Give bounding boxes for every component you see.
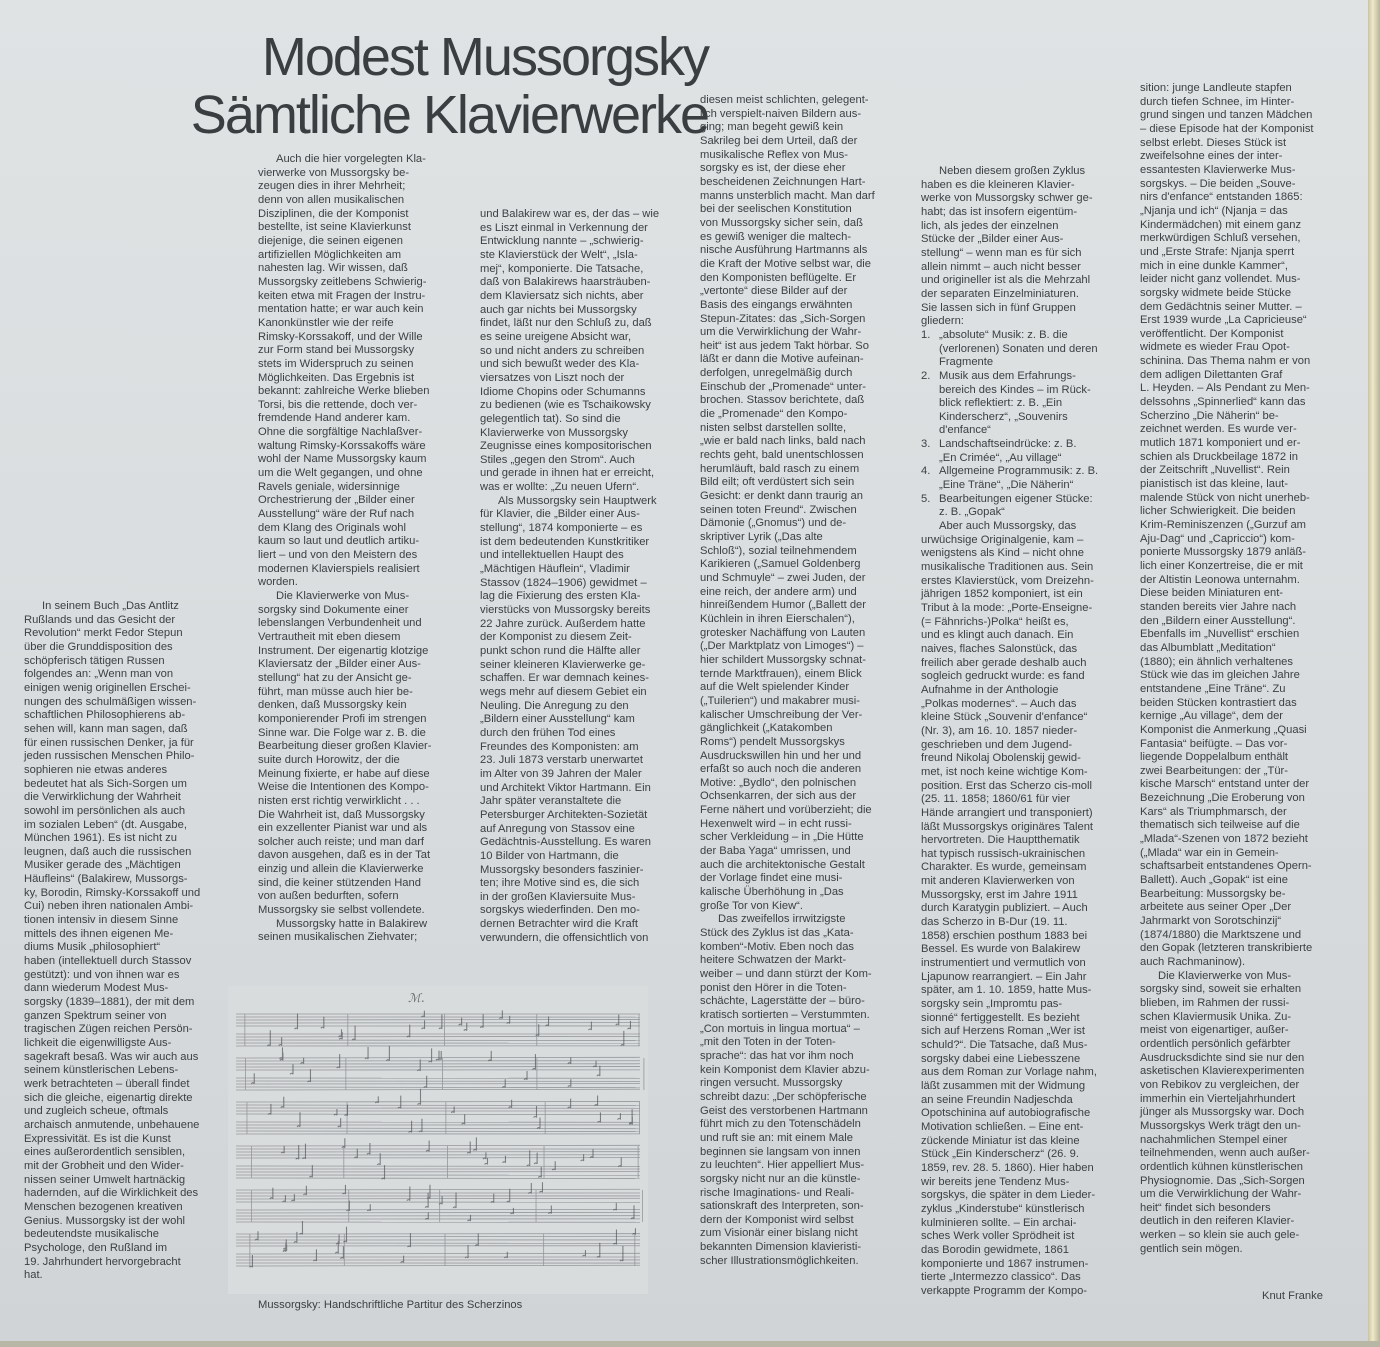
text-column-5 (921, 165, 1126, 1298)
handwritten-note (532, 1054, 535, 1069)
handwritten-note (502, 1156, 505, 1163)
list-item: 3. Landschaftseindrücke: z. B. „En Crimée“, „Au village“ (921, 438, 1077, 464)
staff-line (236, 1178, 640, 1179)
paragraph: Als Mussorgsky sein Hauptwerk für Klavier, die „Bilder einer Aus- stellung“, 1874 komponierte – es ist dem bedeutenden Kunstkritiker und intellektuellen Haupt des „Mächtigen Häuflein“, Vladimir Stassov (1824–1906) gewidmet – lag die Fixierung des ersten Kla- vierstücks von Mussorgsky bereits 22 Jahre zurück. Außerdem hatte der Komponist zu diesem Zeit- punkt schon rund die Hälfte aller seiner kleineren Klavierwerke ge- schaffen. Er war demnach keines- wegs mehr auf diesem Gebiet ein Neuling. Die Anregung zu den „Bildern einer Ausstellung“ kam durch den frühen Tod eines Freundes des Komponisten: am 23. Juli 1873 verstarb unerwartet im Alter von 39 Jahren der Maler und Architekt Viktor Hartmann. Ein Jahr später veranstaltete die Petersburger Architekten-Sozietät auf Anregung von Stassov eine Gedächtnis-Ausstellung. Es waren 10 Bilder von Hartmann, die Mussorgsky besonders faszinier- ten; ihre Motive sind es, die sich in der großen Klaviersuite Mus- sorgskys wiederfinden. Den mo- dernen Betrachter wird die Kraft verwundern, die offensichtlich von (480, 494, 657, 944)
handwritten-note (488, 1051, 491, 1061)
handwritten-note (309, 1165, 312, 1177)
staff-line (236, 1019, 640, 1020)
handwritten-note (338, 1118, 341, 1127)
staff-line (236, 1089, 640, 1090)
svg-text:ℳ.: ℳ. (408, 991, 425, 1005)
handwritten-note (527, 1150, 530, 1166)
handwritten-note (342, 1138, 345, 1148)
handwritten-note (629, 1109, 632, 1123)
handwritten-note (352, 1025, 355, 1040)
staff-line (236, 1040, 640, 1041)
handwritten-note (590, 1149, 593, 1157)
paragraph: In seinem Buch „Das Antlitz Rußlands und das Gesicht der Revolution“ merkt Fedor Stepun über die Grunddisposition des schöpferisch tätigen Russen folgendes an: „Wenn man von einigen wenig originellen Erschei- nungen des schulmäßigen wissen- schaftlichen Philosophierens ab- sehen will, kann man sagen, daß für einen russischen Denker, ja für jeden russischen Menschen Philo- sophieren nie etwas anderes bedeutet hat als Sich-Sorgen um die Verwirklichung der Wahrheit sowohl im persönlichen als auch im sozialen Leben“ (dt. Ausgabe, München 1961). Es ist nicht zu leugnen, daß auch die russischen Musiker gerade des „Mächtigen Häufleins“ (Balakirew, Mussorgs- ky, Borodin, Rimsky-Korssakoff und Cui) neben ihren nationalen Ambi- tionen intensiv in diesem Sinne mittels des ihnen eigenen Me- diums Musik „philosophiert“ haben (intellektuell durch Stassov gestützt): und von ihnen war es dann wiederum Modest Mus- sorgsky (1839–1881), der mit dem ganzen Spektrum seiner von tragischen Zügen reichen Persön- lichkeit die eigenwilligste Aus- sagekraft besaß. Was wir auch aus seinem künstlerischen Lebens- werk betrachteten – überall findet sich die gleiche, eigenartig direkte und zugleich scheue, oftmals archaisch anmutende, unbehauene Expressivität. Es ist die Kunst eines außerordentlich sensiblen, mit der Grobheit und den Wider- nissen seiner Umwelt hartnäckig hadernden, auf die Wirklichkeit des Menschen bezogenen kreativen Genius. Mussorgsky ist der wohl bedeutendste musikalische Psychologe, den Rußland im 19. Jahrhundert hervorgebracht hat. (24, 600, 201, 1282)
paragraph: sition: junge Landleute stapfen durch tiefen Schnee, im Hinter- grund singen und tanzen Mädchen – diese Episode hat der Komponist selbst erlebt. Dieses Stück ist zweifelsohne eines der inter- essantesten Klavierwerke Mus- sorgskys. – Die beiden „Souve- nirs d'enfance“ entstanden 1865: „Njanja und ich“ (Njanja = das Kindermädchen) mit einem ganz merkwürdigen Schluß versehen, und „Erste Strafe: Njanja sperrt mich in eine dunkle Kammer“, leider nicht ganz vollendet. Mus- sorgsky widmete beide Stücke dem Gedächtnis seiner Mutter. – Erst 1939 wurde „La Capricieuse“ veröffentlicht. Der Komponist widmete es wieder Frau Opot- schinina. Das Thema nahm er von dem adligen Dilettanten Graf L. Heyden. – Als Pendant zu Men- delssohns „Spinnerlied“ kann das Scherzino „Die Näherin“ be- zeichnet werden. Es wurde ver- mutlich 1871 komponiert und er- schien als Druckbeilage 1872 in der Zeitschrift „Nuvellist“. Rein pianistisch ist das kleine, laut- malende Stück von nicht unerheb- licher Schwierigkeit. Die beiden Krim-Reminiszenzen („Gurzuf am Aju-Dag“ und „Capriccio“) kom- ponierte Mussorgsky 1879 anläß- lich einer Konzertreise, die er mit der Altistin Leonowa unternahm. Diese beiden Miniaturen ent- standen bereits vier Jahre nach den „Bildern einer Ausstellung“. Ebenfalls im „Nuvellist“ erschien das Albumblatt „Meditation“ (1880); ein ähnlich verhaltenes Stück wie das im gleichen Jahre entstandene „Eine Träne“. Zu beiden Stücken kontrastiert das kernige „Au village“, dem der Komponist die Anmerkung „Quasi Fantasia“ beifügte. – Das vor- liegende Doppelalbum enthält zwei Bearbeitungen: der „Tür- kische Marsch“ entstand unter der Bezeichnung „Die Eroberung von Kars“ als Triumphmarsch, der thematisch sich teilweise auf die „Mlada“-Szenen von 1872 bezieht („Mlada“ war ein in Gemein- schaftsarbeit entstandenes Opern- Ballett). Auch „Gopak“ ist eine Bearbeitung: Mussorgsky be- arbeitete aus seiner Oper „Der Jahrmarkt von Sorotschinzij“ (1874/1880) die Marktszene und den Gopak (letzteren transkribierte auch Rachmaninow). (1140, 82, 1314, 968)
handwritten-note (334, 1109, 337, 1115)
staff-line (236, 1128, 640, 1129)
text-column-2 (258, 153, 458, 945)
group-list (921, 329, 1126, 520)
paragraph: Auch die hier vorgelegten Kla- vierwerke von Mussorgsky be- zeugen dies in ihrer Mehrheit; denn von allen musikalischen Disziplinen, die der Komponist bestellte, ist seine Klavierkunst diejenige, die seinen eigenen artifiziellen Möglichkeiten am nahesten lag. Wir wissen, daß Mussorgsky zeitlebens Schwierig- keiten etwa mit Fragen der Instru- mentation hatte; er war auch kein Kanonkünstler wie der reife Rimsky-Korssakoff, und der Wille zur Form stand bei Mussorgsky stets im Widerspruch zu seinen Möglichkeiten. Das Ergebnis ist bekannt: zahlreiche Werke blieben Torsi, bis die rettende, doch ver- fremdende Hand anderer kam. Ohne die sorgfältige Nachlaßver- waltung Rimsky-Korssakoffs wäre wohl der Name Mussorgsky kaum um die Welt gegangen, und ohne Ravels geniale, widersinnige Orchestrierung der „Bilder einer Ausstellung“ wäre der Ruf nach dem Klang des Originals wohl kaum so laut und deutlich artiku- liert – und von den Meistern des modernen Klavierspiels realisiert worden. (258, 153, 430, 589)
paragraph: Neben diesem großen Zyklus haben es die kleineren Klavier- werke von Mussorgsky schwer ge- habt; das ist insofern eigentüm- lich, als jedes der einzelnen Stücke der „Bilder einer Aus- stellung“ – wenn man es für sich allein nimmt – auch nicht besser und origineller ist als die Mehrzahl der separaten Einzelminiaturen. Sie lassen sich in fünf Gruppen gliedern: (921, 165, 1093, 328)
sleeve-edge (1368, 0, 1380, 1347)
paragraph: Aber auch Mussorgsky, das urwüchsige Originalgenie, kam – wenigstens als Kind – nicht ohne musikalische Traditionen aus. Sein erstes Klavierstück, vom Dreizehn- jährigen 1852 komponiert, ist ein Tribut à la mode: „Porte-Enseigne- (= Fähnrichs-)Polka“ heißt es, und es klingt auch danach. Ein naives, flaches Salonstück, das freilich aber gerade deshalb auch sogleich gedruckt wurde: es fand Aufnahme in der Anthologie „Polkas modernes“. – Auch das kleine Stück „Souvenir d'enfance“ (Nr. 3), am 16. 10. 1857 nieder- geschrieben und dem Jugend- freund Nikolaj Obolenskij gewid- met, ist noch keine wichtige Kom- position. Erst das Scherzo cis-moll (25. 11. 1858; 1860/61 für vier Hände arrangiert und transponiert) läßt Mussorgskys originäres Talent hervortreten. Die Hauptthematik hat typisch russisch-ukrainischen Charakter. Es wurde, gemeinsam mit anderen Klavierwerken von Mussorgsky, erst im Jahre 1911 durch Karatygin publiziert. – Auch das Scherzo in B-Dur (19. 11. 1858) erschien posthum 1883 bei Bessel. Es wurde von Balakirew instrumentiert und vermutlich von Ljapunow rearrangiert. – Ein Jahr später, am 1. 10. 1859, hatte Mus- sorgsky sein „Impromtu pas- sionné“ fertiggestellt. Es bezieht sich auf Herzens Roman „Wer ist schuld?“. Die Tatsache, daß Mus- sorgsky dabei eine Liebesszene aus dem Roman zur Vorlage nahm, läßt zusammen mit der Widmung an seine Freundin Nadjeschda Opotschinina auf autobiografische Motivation schließen. – Eine ent- zückende Miniatur ist das kleine Stück „Ein Kinderscherz“ (26. 9. 1859, rev. 28. 5. 1860). Hier haben wir bereits jene Tendenz Mus- sorgskys, die später in dem Lieder- zyklus „Kinderstube“ künstlerisch kulminieren sollte. – Ein archai- sches Werk voller Sprödheit ist das Borodin gewidmete, 1861 komponierte und 1867 instrumen- tierte „Intermezzo classico“. Das verkappte Programm der Kompo- (921, 520, 1097, 1297)
handwritten-note (534, 1106, 537, 1118)
handwritten-note (279, 1037, 282, 1045)
handwritten-note (291, 1194, 294, 1201)
staff-line (236, 1057, 640, 1058)
paragraph: Das zweifellos irrwitzigste Stück des Zyklus ist das „Kata- komben“-Motiv. Eben noch das heitere Schwatzen der Markt- weiber – und dann stürzt der Kom- ponist den Hörer in die Toten- schächte, Lagerstätte der – büro- kratisch sortierten – Verstummten. „Con mortuis in lingua mortua“ – „mit den Toten in der Toten- sprache“: das hat vor ihm noch kein Komponist dem Klavier abzu- ringen versucht. Mussorgsky schreibt dazu: „Der schöpferische Geist des verstorbenen Hartmann führt mich zu den Totenschädeln und ruft sie an: mit einem Male beginnen sie langsam von innen zu leuchten“. Hier appelliert Mus- sorgsky nicht nur an die künstle- rische Imaginations- und Reali- sationskraft des Interpreten, son- dern der Komponist wird selbst zum Visionär einer bislang nicht bekannten Dimension klavieristi- scher Illustrationsmöglichkeiten. (700, 913, 872, 1267)
manuscript-score-image (228, 986, 648, 1294)
handwritten-note (595, 1096, 598, 1106)
text-column-3 (480, 208, 685, 945)
text-column-4 (700, 94, 905, 1268)
handwritten-note (290, 1064, 293, 1074)
staff-line (236, 1087, 640, 1088)
handwritten-note (418, 1089, 421, 1105)
staff-line (236, 1131, 640, 1132)
handwritten-note (528, 1183, 531, 1194)
staff-line (236, 1253, 640, 1254)
handwritten-note (451, 1106, 454, 1112)
handwritten-note (509, 1100, 512, 1108)
handwritten-note (459, 1018, 462, 1026)
staff-line (236, 1212, 640, 1213)
handwritten-note (537, 1118, 540, 1129)
handwritten-note (613, 1229, 616, 1244)
handwritten-note (313, 1249, 316, 1261)
staff-line (236, 1101, 640, 1102)
handwritten-note (464, 1023, 467, 1031)
handwritten-note (267, 1030, 270, 1046)
handwritten-note (597, 1112, 600, 1122)
handwritten-note (279, 1047, 282, 1058)
handwritten-note (367, 1204, 370, 1211)
manuscript-score-drawing (228, 986, 648, 1294)
handwritten-note (539, 1182, 542, 1192)
list-item: 2. Musik aus dem Erfahrungs- bereich des Kindes – im Rück- blick reflektiert: z. B. „Ein Kinderscherz“, „Souvenirs d'enfance“ (921, 369, 1091, 437)
handwritten-note (462, 1114, 465, 1124)
handwritten-note (422, 1020, 425, 1029)
list-item: 1. „absolute“ Musik: z. B. die (verlorenen) Sonaten und deren Fragmente (921, 328, 1098, 369)
handwritten-note (618, 1157, 621, 1166)
handwritten-note (299, 1221, 302, 1234)
text-column-6 (1140, 82, 1338, 1256)
staff-line (236, 1105, 640, 1106)
handwritten-note (538, 1167, 541, 1177)
handwritten-note (491, 1194, 494, 1203)
handwritten-note (419, 1119, 422, 1132)
handwritten-note (425, 1193, 428, 1208)
handwritten-note (627, 1021, 630, 1029)
paragraph: Die Klavierwerke von Mus- sorgsky sind, soweit sie erhalten blieben, im Rahmen der russi- schen Klaviermusik Unika. Zu- meist von eigenartiger, außer- ordentlich persönlich gefärbter Ausdrucksdichte sind sie nur den asketischen Klavierexperimenten von Rebikov zu vergleichen, der immerhin ein Vierteljahrhundert jünger als Mussorgsky war. Doch Mussorgskys Werk trägt den un- nachahmlichen Stempel einer teilnehmenden, wenn auch außer- ordentlich kühnen künstlerischen Physiognomie. Das „Sich-Sorgen um die Verwirklichung der Wahr- heit“ findet sich besonders deutlich in den reiferen Klavier- werken – so klein sie auch gele- gentlich sein mögen. (1140, 969, 1310, 1255)
handwritten-note (339, 1029, 342, 1037)
handwritten-note (507, 1189, 510, 1202)
page-title (168, 28, 708, 144)
handwritten-note (268, 1104, 271, 1115)
staff-line (236, 1189, 640, 1190)
image-caption: Mussorgsky: Handschriftliche Partitur des Scherzinos (258, 1299, 523, 1311)
handwritten-note (429, 1048, 432, 1062)
handwritten-note (473, 1137, 476, 1150)
handwritten-note (568, 1079, 571, 1086)
handwritten-note (365, 1047, 368, 1059)
handwritten-note (534, 1153, 537, 1164)
handwritten-note (407, 1025, 410, 1037)
handwritten-note (307, 1069, 310, 1082)
title-line-work: Sämtliche Klavierwerke (190, 85, 708, 145)
handwritten-note (354, 1149, 357, 1158)
handwritten-note (294, 1014, 297, 1030)
staff-line (236, 1198, 640, 1199)
paragraph: Mussorgsky hatte in Balakirew seinen musikalischen Ziehvater; (258, 917, 428, 944)
handwritten-note (424, 1076, 427, 1088)
staff-line (236, 1036, 640, 1037)
author-credit: Knut Franke (1262, 1290, 1323, 1302)
handwritten-note (386, 1046, 389, 1061)
paragraph: und Balakirew war es, der das – wie es Liszt einmal in Verkennung der Entwicklung nannte – „schwierig- ste Klavierstück der Welt“, „Isla- mej“, komponierte. Die Tatsache, daß von Balakirews haarsträuben- dem Klaviersatz sich nichts, aber auch gar nichts bei Mussorgsky findet, läßt nur den Schluß zu, daß es seine ureigene Absicht war, so und nicht anders zu schreiben und sich bewußt weder des Kla- viersatzes von Liszt noch der Idiome Chopins oder Schumanns zu bedienen (wie es Tschaikowsky gelegentlich tat). So sind die Klavierwerke von Mussorgsky Zeugnisse eines kompositorischen Stiles „gegen den Strom“. Auch und gerade in ihnen hat er erreicht, was er wollte: „Zu neuen Ufern“. (480, 208, 660, 494)
title-line-composer: Modest Mussorgsky (261, 27, 708, 87)
handwritten-note (568, 1099, 571, 1108)
handwritten-note (436, 1051, 439, 1061)
handwritten-note (632, 1228, 635, 1234)
staff-line (236, 1209, 640, 1210)
staff-line (236, 1145, 640, 1146)
handwritten-note (375, 1096, 378, 1103)
handwritten-note (255, 1231, 258, 1240)
handwritten-note (280, 1052, 283, 1060)
handwritten-note (617, 1113, 620, 1119)
list-item: 5. Bearbeitungen eigener Stücke: z. B. „Gopak“ (921, 492, 1093, 519)
handwritten-note (510, 1208, 513, 1214)
staff-line (236, 1114, 640, 1115)
handwritten-note (483, 1152, 486, 1159)
handwritten-note (321, 1017, 324, 1029)
staff-line (236, 1265, 640, 1266)
handwritten-note (504, 1252, 507, 1258)
handwritten-note (465, 1245, 468, 1258)
handwritten-note (303, 1186, 306, 1195)
handwritten-note (453, 1193, 456, 1208)
paragraph: Die Klavierwerke von Mus- sorgsky sind Dokumente einer lebenslangen Verbundenheit und Vertrautheit mit eben diesem Instrument. Der eigenartig klotzige Klaviersatz der „Bilder einer Aus- stellung“ hat zu der Ansicht ge- führt, man müsse auch hier be- denken, daß Mussorgsky kein komponierender Profi im strengen Sinne war. Die Folge war z. B. die Bearbeitung dieser großen Klavier- suite durch Horowitz, der die Meinung fixierte, er habe auf diese Weise die Intentionen des Kompo- nisten erst richtig verwirklicht . . . Die Wahrheit ist, daß Mussorgsky ein exzellenter Pianist war und als solcher auch reiste; und man darf davon ausgehen, daß es in der Tat einzig und allein die Klavierwerke sind, die keiner stützenden Hand von außen bedurften, sofern Mussorgsky sie selbst vollendete. (258, 590, 432, 917)
paragraph: diesen meist schlichten, gelegent- lich verspielt-naiven Bildern aus- ging; man begeht gewiß kein Sakrileg bei dem Urteil, daß der musikalische Reflex von Mus- sorgsky es ist, der diese eher bescheidenen Zeichnungen Hart- manns unsterblich macht. Man darf bei der seelischen Konstitution von Mussorgsky sicher sein, daß es gewiß weniger die maltech- nische Ausführung Hartmanns als die Kraft der Motive selbst war, die den Komponisten beflügelte. Er „vertonte“ diese Bilder auf der Basis des eingangs erwähnten Stepun-Zitates: das „Sich-Sorgen um die Verwirklichung der Wahr- heit“ ist aus jedem Takt hörbar. So läßt er dann die Motive aufeinan- derfolgen, unregelmäßig durch Einschub der „Promenade“ unter- brochen. Stassov berichtete, daß die „Promenade“ den Kompo- nisten selbst darstellen sollte, „wie er bald nach links, bald nach rechts geht, bald unentschlossen herumläuft, bald rasch zu einem Bild eilt; oft verdüstert sich sein Gesicht: er denkt dann traurig an seinen toten Freund“. Zwischen Dämonie („Gnomus“) und de- skriptiver Lyrik („Das alte Schloß“), sozial teilnehmendem Karikieren („Samuel Goldenberg und Schmuyle“ – zwei Juden, der eine reich, der andere arm) und hinreißendem Humor („Ballett der Küchlein in ihren Eierschalen“), grotesker Nachäffung von Lauten („Der Marktplatz von Limoges“) – hier schildert Mussorgsky schnat- ternde Marktfrauen), einem Blick auf die Welt spielender Kinder („Tuilerien“) und makabrer musi- kalischer Umschreibung der Ver- gänglichkeit („Katakomben Roms“) pendelt Mussorgskys Ausdruckswillen hin und her und erfaßt so auch noch die anderen Motive: „Bydlo“, den polnischen Ochsenkarren, der sich aus der Ferne nähert und vorüberzieht; die Hexenwelt wird – in echt russi- scher Verkleidung – in „Die Hütte der Baba Yaga“ umrissen, und auch die architektonische Gestalt der Vorlage findet eine musi- kalische Überhöhung in „Das große Tor von Kiew“. (700, 94, 875, 912)
handwritten-note (597, 1066, 600, 1076)
list-item: 4. Allgemeine Programmusik: z. B. „Eine Träne“, „Die Näherin“ (921, 465, 1099, 492)
handwritten-note (251, 1073, 254, 1084)
handwritten-note (546, 1016, 549, 1026)
sleeve-bottom-edge (0, 1341, 1380, 1347)
handwritten-note (597, 1243, 600, 1258)
text-column-1 (24, 600, 229, 1283)
